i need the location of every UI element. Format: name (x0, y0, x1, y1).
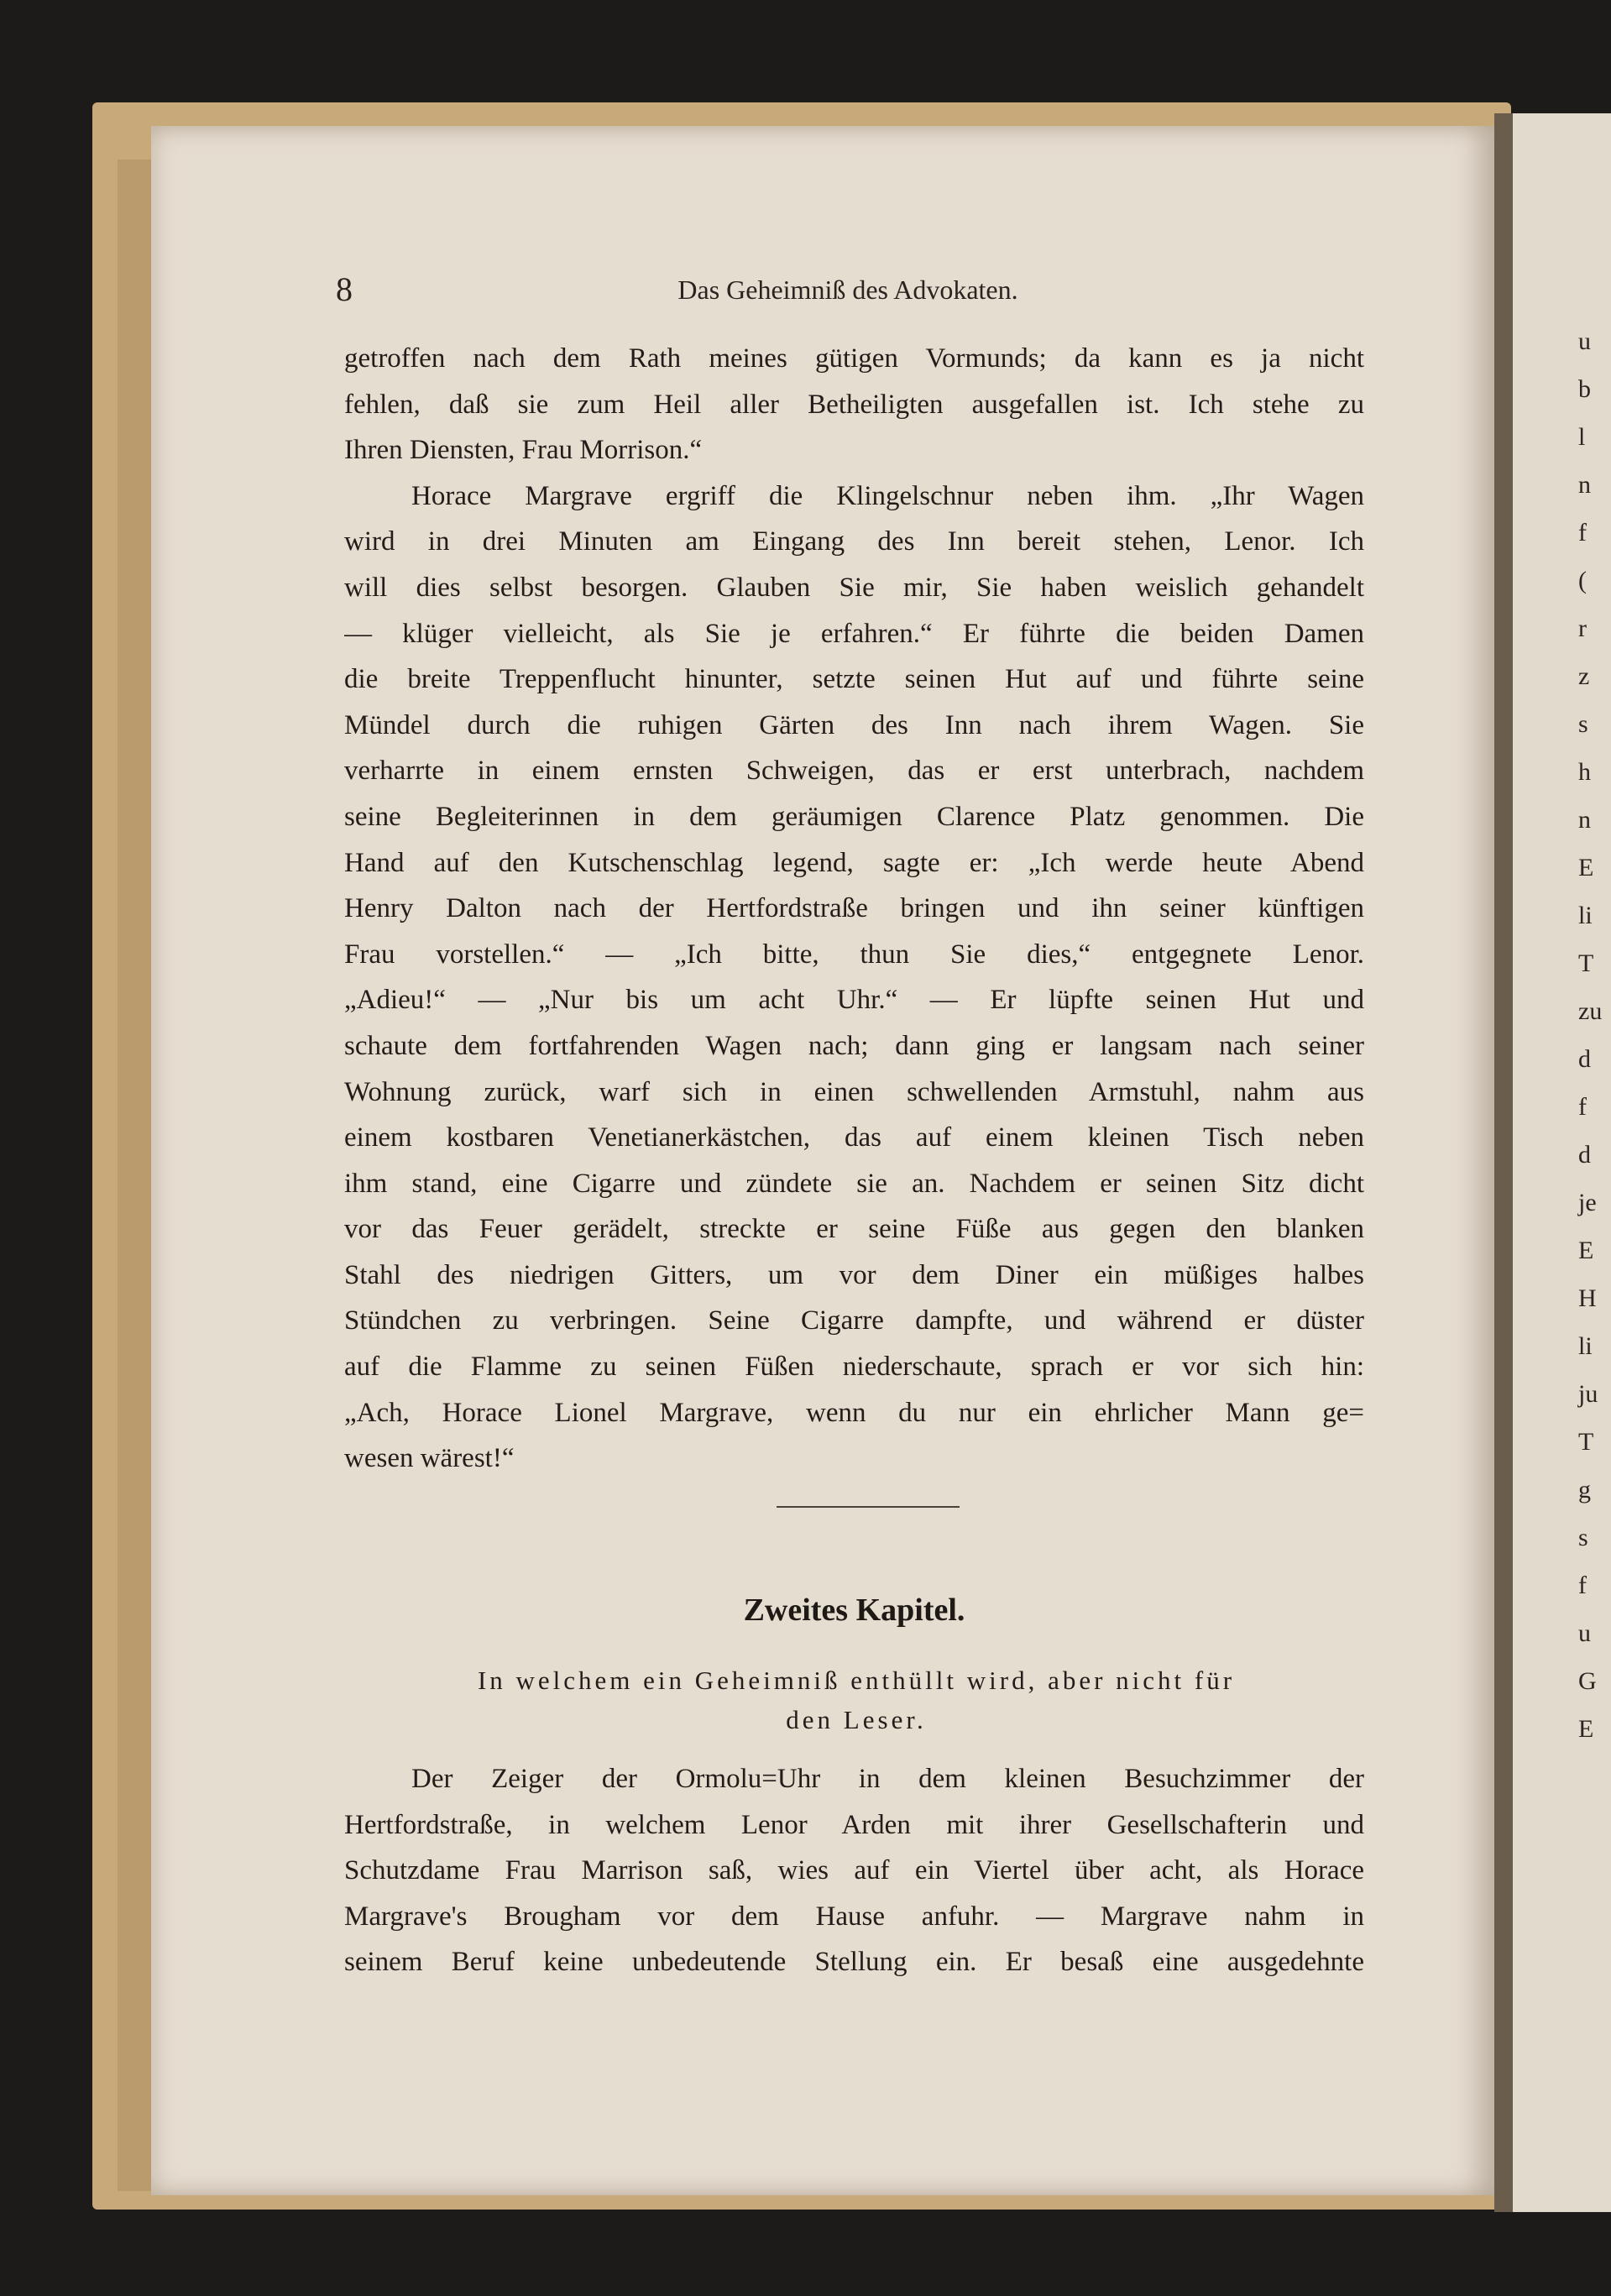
facing-page-fragment: u (1578, 327, 1591, 355)
text-line: Stündchen zu verbringen. Seine Cigarre dampfte, und während er düster (344, 1305, 1364, 1336)
text-line: „Adieu!“ — „Nur bis um acht Uhr.“ — Er lüpfte seinen Hut und (344, 985, 1364, 1016)
section-2-text (344, 1756, 1364, 1985)
text-line: verharrte in einem ernsten Schweigen, das er erst unterbrach, nachdem (344, 756, 1364, 787)
text-line: wird in drei Minuten am Eingang des Inn bereit stehen, Lenor. Ich (344, 526, 1364, 557)
facing-page-fragment: li (1578, 902, 1593, 929)
text-line: Hertfordstraße, in welchem Lenor Arden mit ihrer Gesellschafterin und (344, 1809, 1364, 1840)
facing-page-fragment: f (1578, 519, 1587, 547)
text-line: wesen wärest!“ (344, 1443, 515, 1474)
facing-page-fragment: ( (1578, 567, 1587, 594)
facing-page-fragment: T (1578, 1428, 1594, 1456)
text-line: vor das Feuer gerädelt, streckte er seine Füße aus gegen den blanken (344, 1214, 1364, 1245)
facing-page-fragment: f (1578, 1093, 1587, 1121)
text-line: — klüger vielleicht, als Sie je erfahren.“ Er führte die beiden Damen (344, 618, 1364, 649)
text-line: ihm stand, eine Cigarre und zündete sie an. Nachdem er seinen Sitz dicht (344, 1168, 1364, 1199)
text-line: Henry Dalton nach der Hertfordstraße bringen und ihn seiner künftigen (344, 893, 1364, 924)
facing-page-fragment: s (1578, 710, 1588, 738)
text-line: schaute dem fortfahrenden Wagen nach; dann ging er langsam nach seiner (344, 1030, 1364, 1061)
facing-page-fragment: E (1578, 1715, 1594, 1743)
text-line: fehlen, daß sie zum Heil aller Betheiligten ausgefallen ist. Ich stehe zu (344, 389, 1364, 420)
facing-page-fragment: s (1578, 1524, 1588, 1551)
facing-page-fragment: E (1578, 854, 1594, 881)
facing-page-fragment: f (1578, 1572, 1587, 1599)
facing-page-fragment: ju (1578, 1380, 1598, 1408)
chapter-subtitle-line-2: den Leser. (786, 1705, 927, 1734)
facing-page-fragment: li (1578, 1332, 1593, 1360)
facing-page-fragment: je (1578, 1189, 1597, 1216)
text-line: will dies selbst besorgen. Glauben Sie mir, Sie haben weislich gehandelt (344, 572, 1364, 603)
facing-page-fragment: zu (1578, 997, 1603, 1025)
text-line: Ihren Diensten, Frau Morrison.“ (344, 435, 703, 466)
facing-page-fragment: h (1578, 758, 1591, 786)
text-line: Stahl des niedrigen Gitters, um vor dem Diner ein müßiges halbes (344, 1259, 1364, 1290)
text-line: Mündel durch die ruhigen Gärten des Inn nach ihrem Wagen. Sie (344, 709, 1364, 740)
facing-page-fragment: T (1578, 949, 1594, 977)
facing-page-fragment: d (1578, 1045, 1591, 1073)
facing-page-fragment: z (1578, 662, 1590, 690)
text-line: Schutzdame Frau Marrison saß, wies auf ein Viertel über acht, als Horace (344, 1855, 1364, 1886)
page-number: 8 (336, 270, 353, 308)
facing-page-fragment: E (1578, 1237, 1594, 1264)
facing-page-fragment: H (1578, 1284, 1597, 1312)
text-line: Der Zeiger der Ormolu=Uhr in dem kleinen Besuchzimmer der (411, 1764, 1364, 1794)
facing-page-fragment: b (1578, 375, 1591, 403)
text-line: „Ach, Horace Lionel Margrave, wenn du nur ein ehrlicher Mann ge= (344, 1397, 1364, 1428)
section-1-text (344, 336, 1364, 1482)
facing-page-fragment: l (1578, 423, 1586, 451)
facing-page-fragment: G (1578, 1667, 1597, 1695)
text-line: Frau vorstellen.“ — „Ich bitte, thun Sie dies,“ entgegnete Lenor. (344, 939, 1364, 970)
facing-page-fragment: u (1578, 1619, 1591, 1647)
text-line: einem kostbaren Venetianerkästchen, das auf einem kleinen Tisch neben (344, 1122, 1364, 1153)
text-line: seinem Beruf keine unbedeutende Stellung ein. Er besaß eine ausgedehnte (344, 1947, 1364, 1978)
book-gutter (1494, 113, 1513, 2212)
text-line: Margrave's Brougham vor dem Hause anfuhr. — Margrave nahm in (344, 1901, 1364, 1932)
chapter-subtitle-line-1: In welchem ein Geheimniß enthüllt wird, aber nicht für (477, 1666, 1236, 1695)
facing-page-fragment: r (1578, 615, 1587, 642)
running-head: Das Geheimniß des Advokaten. (677, 275, 1018, 305)
text-line: auf die Flamme zu seinen Füßen niederschaute, sprach er vor sich hin: (344, 1352, 1364, 1383)
facing-page-fragment: d (1578, 1141, 1591, 1169)
facing-page-fragment: n (1578, 806, 1591, 834)
text-line: seine Begleiterinnen in dem geräumigen Clarence Platz genommen. Die (344, 801, 1364, 832)
facing-page (1513, 113, 1611, 2212)
text-line: Hand auf den Kutschenschlag legend, sagte er: „Ich werde heute Abend (344, 847, 1364, 878)
text-line: die breite Treppenflucht hinunter, setzte seinen Hut auf und führte seine (344, 664, 1364, 695)
text-line: getroffen nach dem Rath meines gütigen Vormunds; da kann es ja nicht (344, 343, 1364, 374)
text-line: Horace Margrave ergriff die Klingelschnur neben ihm. „Ihr Wagen (411, 480, 1364, 511)
facing-page-fragment: n (1578, 471, 1591, 499)
text-line: Wohnung zurück, warf sich in einen schwellenden Armstuhl, nahm aus (344, 1076, 1364, 1107)
section-divider (777, 1506, 960, 1508)
chapter-title: Zweites Kapitel. (743, 1593, 965, 1628)
facing-page-fragment: g (1578, 1476, 1591, 1504)
